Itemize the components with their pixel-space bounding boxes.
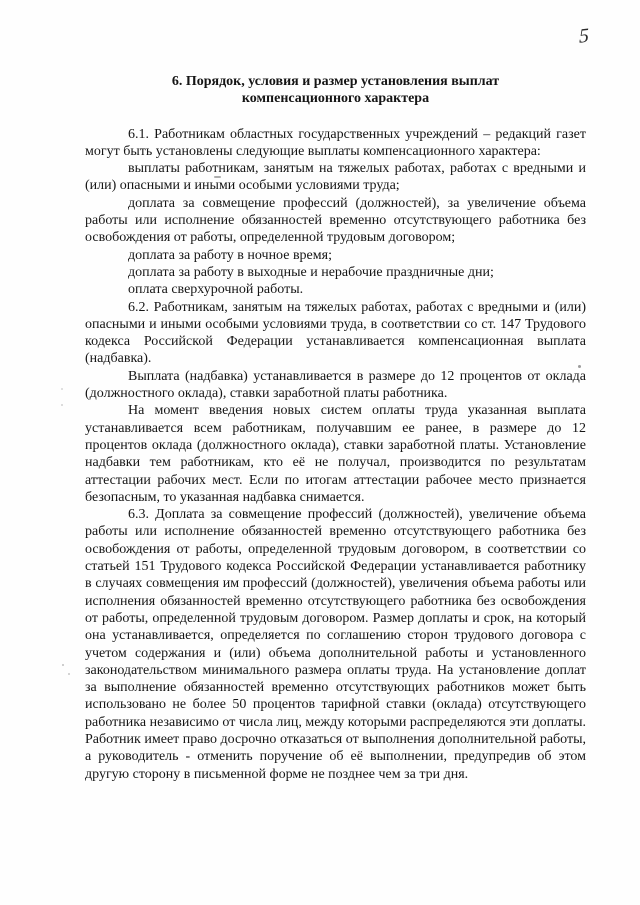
handwritten-page-number: 5 xyxy=(578,24,591,48)
scan-speckle xyxy=(61,404,63,406)
section-heading-line1: 6. Порядок, условия и размер установления выплат xyxy=(171,74,500,89)
list-item-night-work: доплата за работу в ночное время; xyxy=(128,247,332,263)
scan-speckle xyxy=(61,388,63,390)
list-item-overtime: оплата сверхурочной работы. xyxy=(128,282,304,298)
scan-speckle xyxy=(578,365,581,368)
scan-speckle xyxy=(68,673,70,675)
paragraph-allowance-size: Выплата (надбавка) устанавливается в размере до 12 процентов от оклада (должностного оклада), ставки заработной платы работника. xyxy=(85,368,586,402)
section-heading-line2: компенсационного характера xyxy=(241,91,430,107)
scan-artifact-dash xyxy=(214,176,221,178)
paragraph-6-1: 6.1. Работникам областных государственных учреждений – редакций газет могут быть установлены следующие выплаты компенсационного характера: xyxy=(85,126,586,159)
section-heading xyxy=(85,73,586,108)
document-body xyxy=(85,73,586,783)
list-item-holidays: доплата за работу в выходные и нерабочие праздничные дни; xyxy=(128,264,494,280)
paragraph-6-3: 6.3. Доплата за совмещение профессий (должностей), увеличение объема работы или исполнение обязанностей временно отсутствующего работника без освобождения от работы, определенной трудовым договором, в соответствии со статьей 151 Трудового кодекса Российской Федерации устанавливается работнику в случаях совмещения им профессий (должностей), увеличения объема работы или исполнения обязанностей временно отсутствующего работника без освобождения от работы, определенной трудовым договором. Размер доплаты и срок, на который она устанавливается, определяется по соглашению сторон трудового договора с учетом содержания и (или) объема дополнительной работы и установленного законодательством минимального размера оплаты труда. На установление доплат за выполнение обязанностей временно отсутствующих работников может быть использовано не более 50 процентов тарифной ставки (оклада) отсутствующего работника независимо от числа лиц, между которыми распределяются эти доплаты. Работник имеет право досрочно отказаться от выполнения дополнительной работы, а руководитель - отменить поручение об её выполнении, предупредив об этом другую сторону в письменной форме не позднее чем за три дня. xyxy=(85,507,586,782)
list-item-combining: доплата за совмещение профессий (должностей), за увеличение объема работы или исполнение обязанностей временно отсутствующего работника без освобождения от работы, определенной трудовым договором; xyxy=(85,195,586,246)
list-item-payments: выплаты работникам, занятым на тяжелых работах, работах с вредными и (или) опасными и иными особыми условиями труда; xyxy=(85,161,586,194)
paragraph-6-2: 6.2. Работникам, занятым на тяжелых работах, работах с вредными и (или) опасными и иными особыми условиями труда, в соответствии со ст. 147 Трудового кодекса Российской Федерации устанавливается компенсационная выплата (надбавка). xyxy=(85,299,586,367)
paragraph-new-pay-systems: На момент введения новых систем оплаты труда указанная выплата устанавливается всем работникам, получавшим ее ранее, в размере до 12 процентов оклада (должностного оклада), ставки заработной платы. Установление надбавки тем работникам, кто её не получал, производится по результатам аттестации рабочих мест. Если по итогам аттестации рабочее место признается безопасным, то указанная надбавка снимается. xyxy=(85,403,586,505)
scan-speckle xyxy=(62,664,64,666)
